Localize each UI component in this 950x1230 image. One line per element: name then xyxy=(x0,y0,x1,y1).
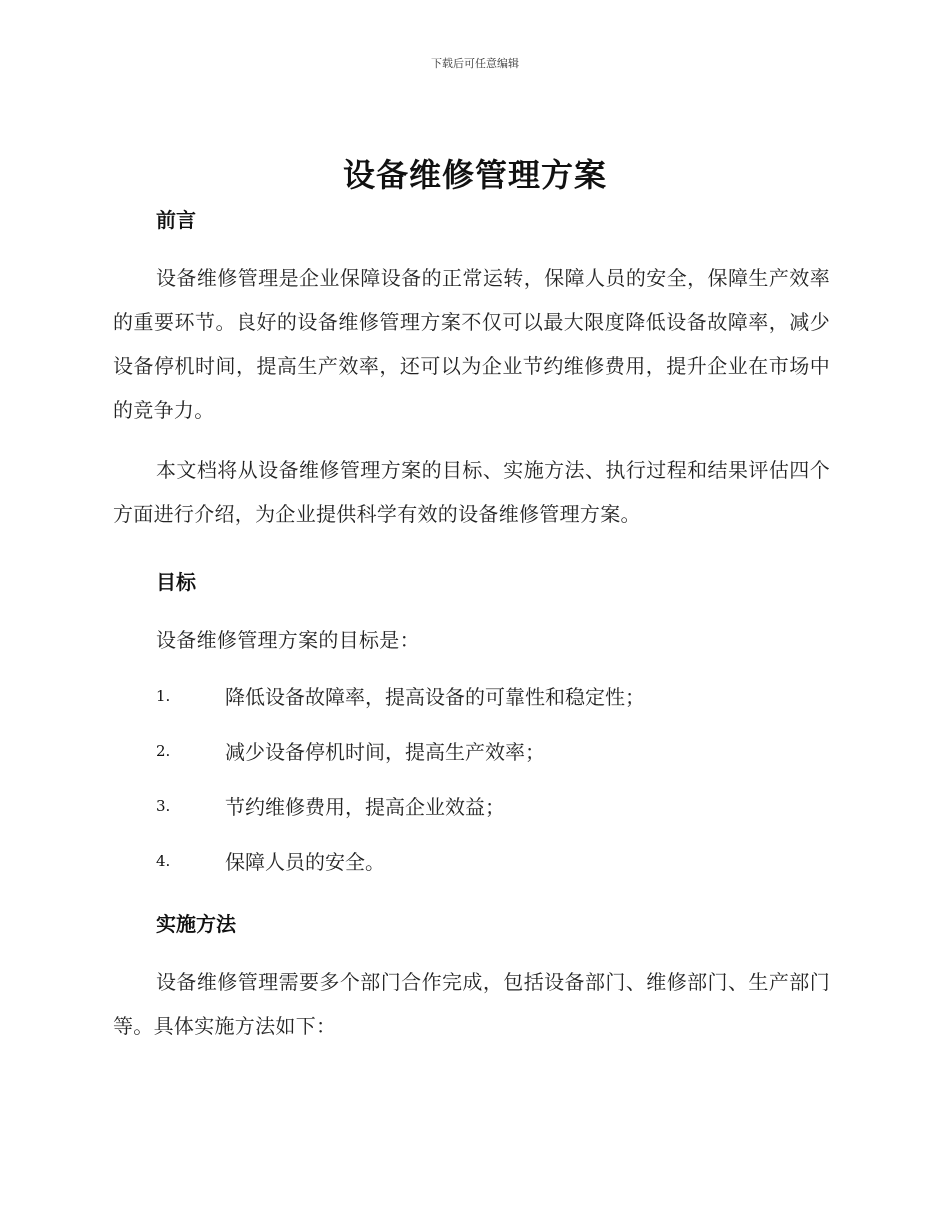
list-item-text: 减少设备停机时间，提高生产效率； xyxy=(225,740,545,764)
document-title: 设备维修管理方案 xyxy=(342,156,607,194)
document-body xyxy=(113,200,830,1048)
section-heading-goals: 目标 xyxy=(156,570,196,594)
list-item-number: 1. xyxy=(156,686,171,705)
preface-paragraph-2: 本文档将从设备维修管理方案的目标、实施方法、执行过程和结果评估四个方面进行介绍，为企业提供科学有效的设备维修管理方案。 xyxy=(113,458,830,526)
list-item-number: 4. xyxy=(156,851,171,870)
section-heading-preface: 前言 xyxy=(156,208,196,232)
list-item xyxy=(113,833,830,888)
list-item-number: 3. xyxy=(156,796,171,815)
list-item xyxy=(113,778,830,833)
list-item-text: 保障人员的安全。 xyxy=(225,850,385,874)
goals-list xyxy=(113,668,830,888)
list-item-text: 降低设备故障率，提高设备的可靠性和稳定性； xyxy=(225,685,645,709)
list-item-number: 2. xyxy=(156,741,171,760)
methods-paragraph: 设备维修管理需要多个部门合作完成，包括设备部门、维修部门、生产部门等。具体实施方法如下： xyxy=(113,970,830,1038)
list-item xyxy=(113,668,830,723)
preface-paragraph-1: 设备维修管理是企业保障设备的正常运转，保障人员的安全，保障生产效率的重要环节。良好的设备维修管理方案不仅可以最大限度降低设备故障率，减少设备停机时间，提高生产效率，还可以为企业节约维修费用，提升企业在市场中的竞争力。 xyxy=(113,266,830,422)
list-item xyxy=(113,723,830,778)
section-heading-methods: 实施方法 xyxy=(156,912,236,936)
goals-intro: 设备维修管理方案的目标是： xyxy=(156,628,420,652)
header-note: 下载后可任意编辑 xyxy=(431,57,519,70)
list-item-text: 节约维修费用，提高企业效益； xyxy=(225,795,505,819)
